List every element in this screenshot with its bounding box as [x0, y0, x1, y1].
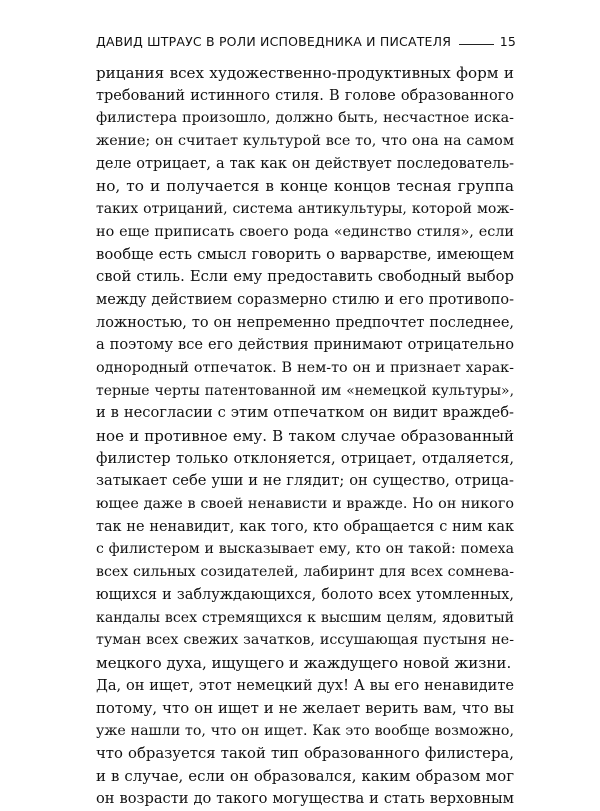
text-line: ложностью, то он непременно предпочтет последнее,: [96, 314, 514, 331]
running-head: [96, 29, 516, 49]
text-line: всех сильных созидателей, лабиринт для всех сомнева-: [96, 564, 514, 581]
text-line: ное и противное ему. В таком случае образованный: [96, 427, 514, 445]
text-line: Да, он ищет, этот немецкий дух! А вы его ненавидите: [96, 676, 514, 694]
text-line: он возрасти до такого могущества и стать верховным: [96, 790, 514, 807]
body-text: [96, 62, 514, 811]
text-line: мецкого духа, ищущего и жаждущего новой жизни.: [96, 653, 512, 672]
text-line: терные черты патентованной им «немецкой культуры»,: [96, 382, 514, 399]
text-line: требований истинного стиля. В голове образованного: [96, 87, 514, 104]
text-line: с филистером и высказывает ему, кто он такой: помеха: [96, 541, 514, 558]
text-line: и в несогласии с этим отпечатком он видит враждеб-: [96, 404, 514, 422]
text-line: так не ненавидит, как того, кто обращается с ним как: [96, 518, 514, 535]
text-line: между действием соразмерно стилю и его противопо-: [96, 291, 514, 308]
text-line: и в случае, если он образовался, каким образом мог: [96, 767, 514, 786]
text-line: уже нашли то, что он ищет. Как это вообще возможно,: [96, 722, 514, 739]
text-line: ющихся и заблуждающихся, болото всех утомленных,: [96, 586, 514, 603]
text-line: филистер только отклоняется, отрицает, отдаляется,: [96, 449, 514, 467]
text-line: кандалы всех стремящихся к высшим целям, ядовитый: [96, 609, 514, 626]
text-line: свой стиль. Если ему предоставить свободный выбор: [96, 268, 514, 286]
text-line: деле отрицает, а так как он действует последователь-: [96, 155, 514, 172]
text-line: затыкает себе уши и не глядит; он существо, отрица-: [96, 472, 514, 490]
running-head-title: ДАВИД ШТРАУС В РОЛИ ИСПОВЕДНИКА И ПИСАТЕЛЯ: [96, 34, 452, 49]
text-line: но еще приписать своего рода «единство стиля», если: [96, 223, 514, 240]
text-line: филистера произошло, должно быть, несчастное иска-: [96, 110, 514, 127]
text-line: что образуется такой тип образованного филистера,: [96, 744, 514, 762]
page-number: 15: [499, 34, 516, 49]
text-line: вообще есть смысл говорить о варварстве, имеющем: [96, 245, 514, 263]
text-line: жение; он считает культурой все то, что она на самом: [96, 133, 514, 150]
text-line: а поэтому все его действия принимают отрицательно: [96, 336, 514, 354]
text-line: ющее даже в своей ненависти и вражде. Но он никого: [96, 496, 514, 513]
text-line: но, то и получается в конце концов тесная группа: [96, 177, 514, 196]
text-line: рицания всех художественно-продуктивных форм и: [96, 64, 514, 82]
text-line: потому, что он ищет и не желает верить вам, что вы: [96, 699, 514, 718]
text-line: туман всех свежих зачатков, иссушающая пустыня не-: [96, 632, 514, 649]
running-head-rule: [459, 44, 494, 45]
text-line: однородный отпечаток. В нем-то он и признает харак-: [96, 359, 514, 376]
text-line: таких отрицаний, система антикультуры, которой мож-: [96, 201, 514, 218]
